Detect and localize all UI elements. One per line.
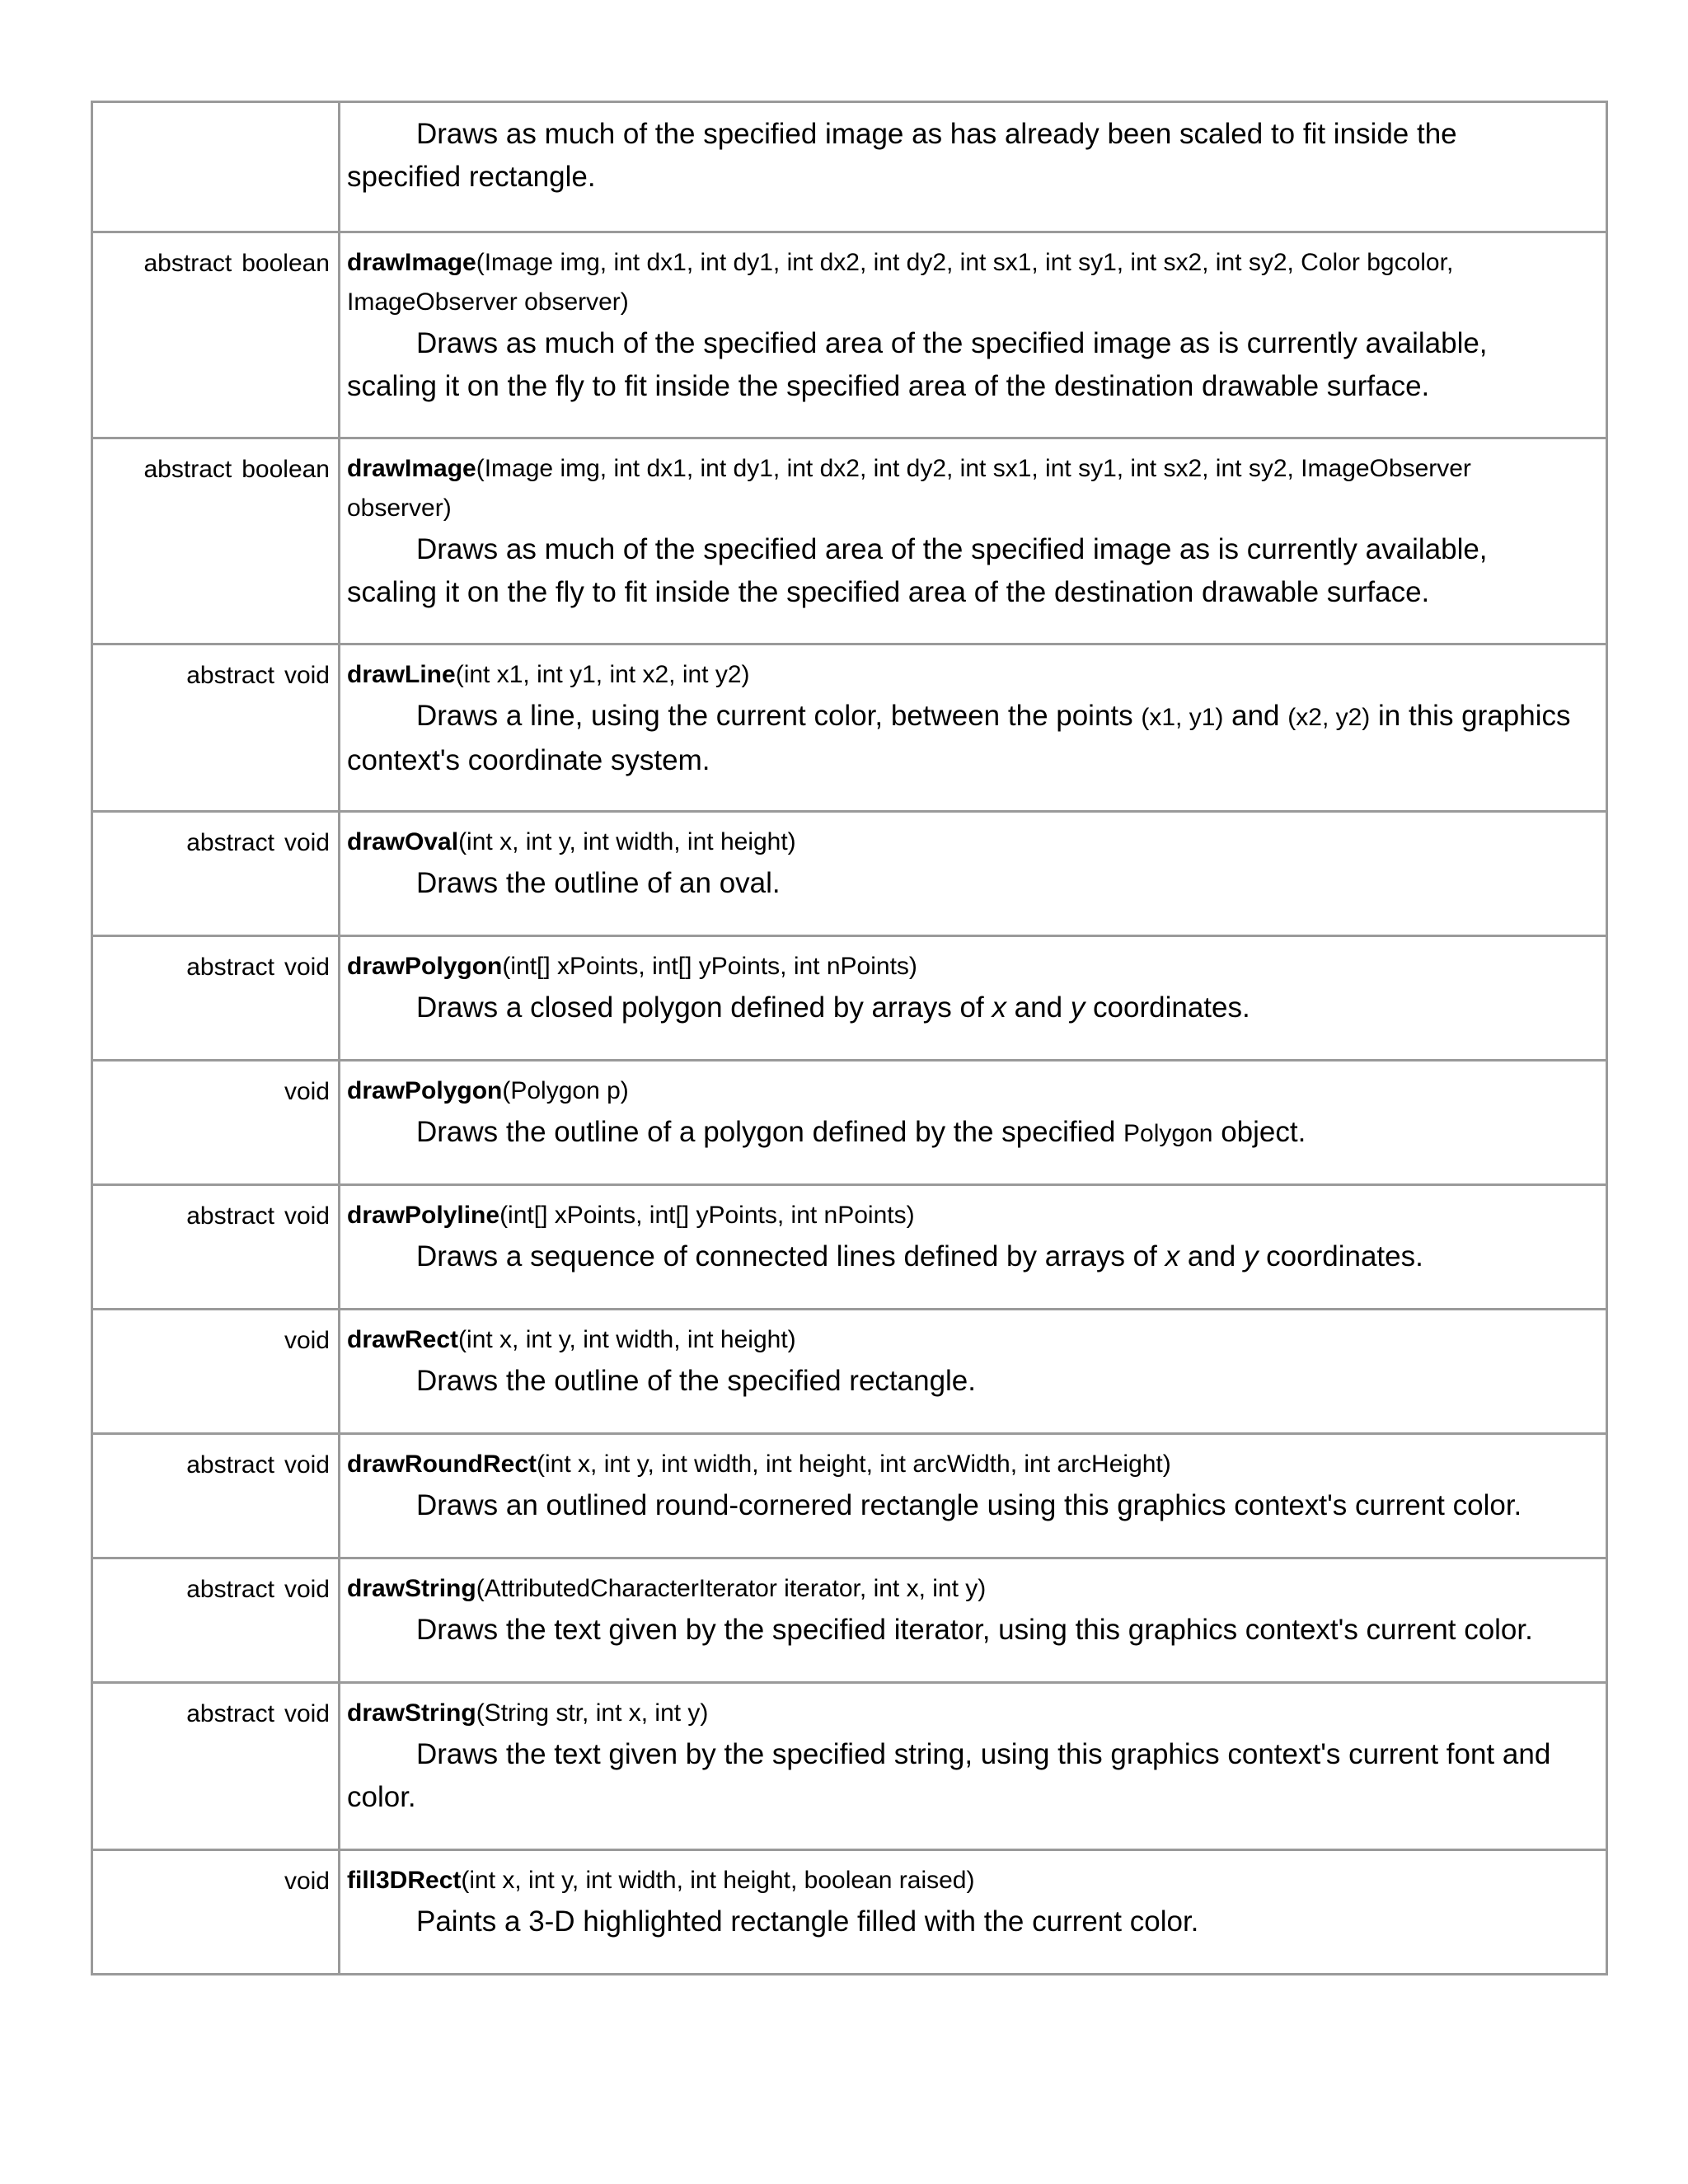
modifier-cell: abstract boolean (92, 232, 340, 438)
method-description: Draws the text given by the specified string, using this graphics context's current font and color. (347, 1738, 1551, 1813)
modifier-cell (92, 102, 340, 232)
modifier-cell: void (92, 1061, 340, 1185)
method-signature: drawOval(int x, int y, int width, int height) (347, 828, 796, 855)
modifier-cell: abstract void (92, 1185, 340, 1310)
method-signature: drawString(AttributedCharacterIterator iterator, int x, int y) (347, 1575, 987, 1602)
table-row (92, 102, 1607, 232)
table-row (92, 1683, 1607, 1850)
method-name[interactable]: drawRoundRect (347, 1451, 537, 1478)
table-row (92, 936, 1607, 1061)
description-cell (340, 232, 1607, 438)
table-row (92, 438, 1607, 644)
method-description: Draws a closed polygon defined by arrays of x and y coordinates. (416, 991, 1250, 1024)
modifier-cell: abstract void (92, 1558, 340, 1683)
method-signature: fill3DRect(int x, int y, int width, int height, boolean raised) (347, 1867, 975, 1894)
method-name[interactable]: drawRect (347, 1326, 459, 1353)
method-description: Draws the outline of an oval. (416, 867, 781, 899)
modifier-cell: abstract void (92, 812, 340, 936)
modifier-cell: abstract boolean (92, 438, 340, 644)
method-signature: drawRect(int x, int y, int width, int height) (347, 1326, 796, 1353)
description-cell (340, 1434, 1607, 1558)
modifier-cell: abstract void (92, 644, 340, 812)
table-row (92, 812, 1607, 936)
method-description: Draws as much of the specified area of the specified image as is currently available, scaling it on the fly to fit inside the specified area of the destination drawable surface. (347, 327, 1488, 402)
modifier-cell: void (92, 1310, 340, 1434)
method-name[interactable]: drawLine (347, 661, 456, 688)
method-signature: drawLine(int x1, int y1, int x2, int y2) (347, 661, 750, 688)
table-row (92, 1850, 1607, 1975)
modifier-cell: void (92, 1850, 340, 1975)
method-description: Paints a 3-D highlighted rectangle filled with the current color. (416, 1905, 1199, 1938)
method-signature: drawPolygon(Polygon p) (347, 1077, 629, 1104)
method-name[interactable]: drawImage (347, 455, 476, 482)
table-row (92, 1185, 1607, 1310)
description-cell (340, 1850, 1607, 1975)
method-signature: drawPolygon(int[] xPoints, int[] yPoints, int nPoints) (347, 953, 917, 980)
method-signature: drawImage(Image img, int dx1, int dy1, int dx2, int dy2, int sx1, int sy1, int sx2, int sy2, ImageObserver observer) (347, 455, 1471, 522)
table-row (92, 1434, 1607, 1558)
table-row (92, 1558, 1607, 1683)
description-cell (340, 1061, 1607, 1185)
method-description: Draws an outlined round-cornered rectangle using this graphics context's current color. (416, 1489, 1522, 1521)
method-name[interactable]: drawImage (347, 249, 476, 276)
description-cell (340, 812, 1607, 936)
table-row (92, 232, 1607, 438)
method-name[interactable]: drawString (347, 1575, 476, 1602)
method-name[interactable]: drawOval (347, 828, 459, 855)
method-description: Draws the outline of the specified rectangle. (416, 1365, 976, 1397)
method-description: Draws the text given by the specified iterator, using this graphics context's current color. (416, 1614, 1533, 1646)
method-name[interactable]: drawPolygon (347, 953, 503, 980)
description-cell (340, 1185, 1607, 1310)
method-signature: drawRoundRect(int x, int y, int width, int height, int arcWidth, int arcHeight) (347, 1451, 1171, 1478)
description-cell (340, 1683, 1607, 1850)
method-description: Draws a line, using the current color, between the points (x1, y1) and (x2, y2) in this graphics context's coordinate system. (347, 700, 1571, 776)
method-name[interactable]: drawPolyline (347, 1202, 500, 1229)
modifier-cell: abstract void (92, 936, 340, 1061)
description-cell (340, 1310, 1607, 1434)
method-name[interactable]: drawPolygon (347, 1077, 503, 1104)
method-signature: drawPolyline(int[] xPoints, int[] yPoints, int nPoints) (347, 1202, 915, 1229)
method-name[interactable]: drawString (347, 1699, 476, 1727)
method-description: Draws as much of the specified image as has already been scaled to fit inside the specified rectangle. (347, 118, 1457, 193)
table-row (92, 644, 1607, 812)
description-cell (340, 438, 1607, 644)
modifier-cell: abstract void (92, 1683, 340, 1850)
modifier-cell: abstract void (92, 1434, 340, 1558)
description-cell (340, 1558, 1607, 1683)
method-description: Draws as much of the specified area of the specified image as is currently available, scaling it on the fly to fit inside the specified area of the destination drawable surface. (347, 533, 1488, 608)
description-cell (340, 644, 1607, 812)
method-summary-table (91, 101, 1608, 1975)
method-description: Draws the outline of a polygon defined by the specified Polygon object. (416, 1116, 1306, 1148)
method-signature: drawString(String str, int x, int y) (347, 1699, 709, 1727)
table-row (92, 1310, 1607, 1434)
description-cell (340, 102, 1607, 232)
description-cell (340, 936, 1607, 1061)
table-row (92, 1061, 1607, 1185)
method-name[interactable]: fill3DRect (347, 1867, 462, 1894)
method-description: Draws a sequence of connected lines defined by arrays of x and y coordinates. (416, 1240, 1423, 1272)
method-signature: drawImage(Image img, int dx1, int dy1, int dx2, int dy2, int sx1, int sy1, int sx2, int sy2, Color bgcolor, ImageObserver observer) (347, 249, 1454, 316)
